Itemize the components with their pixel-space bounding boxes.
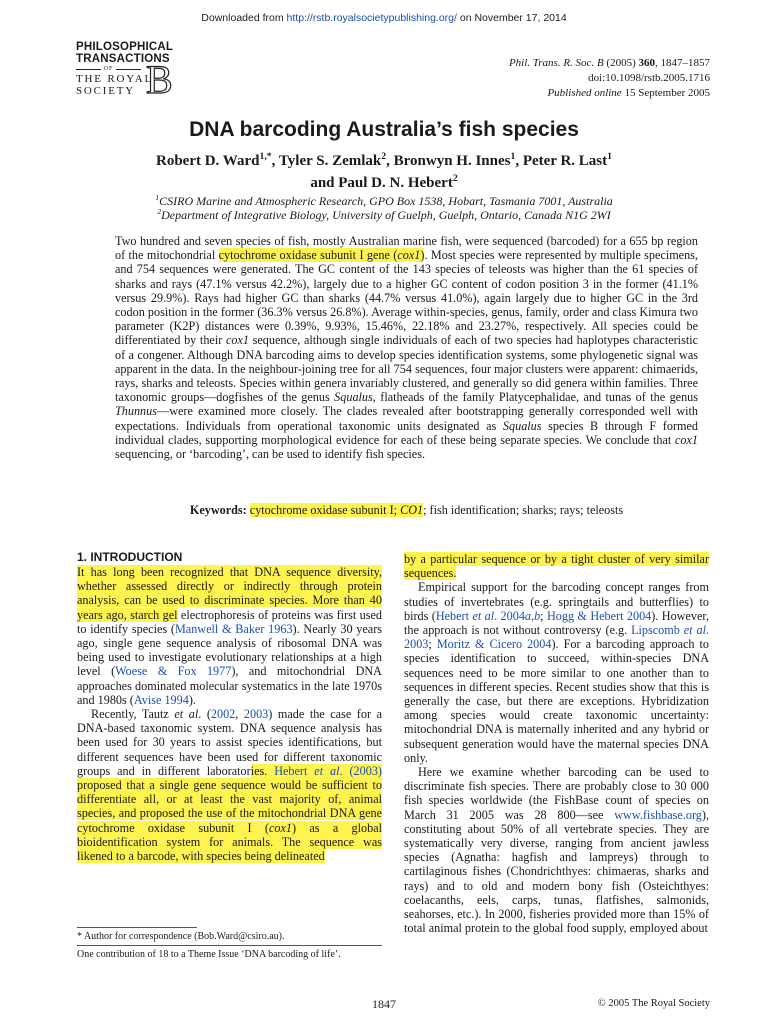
ref-link[interactable]: Manwell & Baker 1963	[174, 621, 293, 636]
page-number: 1847	[372, 997, 396, 1011]
journal-logo: PHILOSOPHICAL TRANSACTIONS OF THE ROYAL SOCIETY B	[76, 41, 174, 102]
journal-citation: Phil. Trans. R. Soc. B (2005) 360, 1847–1857 doi:10.1098/rstb.2005.1716 Published online 15 September 2005	[508, 57, 710, 99]
footnote-divider	[77, 927, 197, 928]
affiliations: $^1$CSIRO Marine and Atmospheric Research, GPO Box 1538, Hobart, Tasmania 7001, Australia $^2$Department of Integrative Biology, University of Guelph, Guelph, Ontario, Canada N1G 2WI	[155, 193, 613, 222]
download-url-link[interactable]: http://rstb.royalsocietypublishing.org/	[286, 12, 457, 24]
download-notice: Downloaded from http://rstb.royalsocietypublishing.org/ on November 17, 2014	[201, 12, 567, 24]
highlight: cytochrome oxidase subunit I; CO1	[249, 503, 424, 517]
theme-issue-footnote: One contribution of 18 to a Theme Issue ‘DNA barcoding of life’.	[77, 949, 341, 960]
correspondence-footnote: * Author for correspondence (Bob.Ward@csiro.au).	[77, 931, 285, 942]
ref-link[interactable]: Hogg & Hebert 2004	[546, 608, 652, 623]
ref-link[interactable]: Moritz & Cicero 2004	[436, 637, 552, 652]
intro-paragraph-2: Recently, Tautz et al. (2002, 2003) made the case for a DNA-based taxonomic system. DNA sequence analysis has been used for 30 years to assist species identifications, but different sequences have been used for different taxonomic groups and in different laboratories. Hebert et al. (2003) proposed that a single gene sequence would be sufficient to differentiate all, or at least the vast majority of, animal species, and proposed the use of the mitochondrial DNA gene cytochrome oxidase subunit I (cox1) as a global bioidentification system for animals. The sequence was likened to a barcode, with species being delineated	[77, 707, 382, 864]
paragraph-3: Empirical support for the barcoding concept ranges from studies of invertebrates (e.g. springtails and butterflies) to birds (Hebert et al. 2004a,b; Hogg & Hebert 2004). However, the approach is not without controversy (e.g. Lipscomb et al. 2003; Moritz & Cicero 2004). For a barcoding approach to species identification to succeed, within-species DNA sequences need to be more similar to one another than to sequences in different species. Recent studies show that this is generally the case, but there are exceptions. Hybridization among species would create taxonomic uncertainty: mitochondrial DNA is maternally inherited and any hybrid or subsequent generation would have the maternal species DNA only.	[404, 580, 710, 765]
section-heading: 1. INTRODUCTION	[77, 550, 183, 564]
continued-paragraph: by a particular sequence or by a tight cluster of very similar sequences.	[404, 552, 709, 581]
ref-link[interactable]: 2002	[210, 707, 236, 722]
keywords: Keywords: cytochrome oxidase subunit I; CO1; fish identification; sharks; rays; teleosts	[189, 503, 624, 517]
doi: doi:10.1098/rstb.2005.1716	[588, 72, 710, 84]
paragraph-4: Here we examine whether barcoding can be used to discriminate fish species. There are probably close to 30 000 fish species worldwide (the FishBase count of species on March 31 2005 was 28 800—see www.fishbase.org), constituting about 50% of all vertebrate species. They are systematically very diverse, ranging from ancient jawless species (Agnatha: hagfish and lampreys) through to cartilaginous fishes (Chondrichthyes: chimaeras, sharks and rays) and to old and modern bony fish (Osteichthyes: coelacanths, eels, carps, tunas, flatfishes, salmonids, seahorses, etc.). In 2000, fisheries provided more than 15% of total animal protein to the global food supply, employed about	[404, 765, 709, 936]
ref-link[interactable]: Woese & Fox 1977	[115, 664, 232, 679]
copyright: © 2005 The Royal Society	[597, 998, 710, 1009]
article-title: DNA barcoding Australia’s fish species	[189, 118, 579, 141]
ref-link[interactable]: Lipscomb et al. 2003	[404, 623, 710, 652]
ref-link[interactable]: Avise 1994	[133, 692, 189, 707]
fishbase-link[interactable]: www.fishbase.org	[614, 807, 702, 822]
ref-link[interactable]: Hebert et al. (2003)	[274, 763, 382, 778]
left-column	[77, 550, 382, 863]
author-list: Robert D. Ward$^{1,*}$, Tyler S. Zemlak$^2$, Bronwyn H. Innes$^1$, Peter R. Last$^1$ and Paul D. N. Hebert$^2$	[155, 151, 612, 191]
logo-letter-b: B	[146, 57, 173, 102]
ref-link[interactable]: Hebert et al. 2004a,b	[435, 608, 541, 623]
abstract: Two hundred and seven species of fish, mostly Australian marine fish, were sequenced (barcoded) for a 655 bp region of the mitochondrial cytochrome oxidase subunit I gene (cox1). Most species were represented by multiple specimens, and 754 sequences were generated. The GC content of the 143 species of teleosts was higher than the 61 species of sharks and rays (47.1% versus 42.2%), largely due to a higher GC content of codon position 3 in the former (41.1% versus 29.9%). Rays had higher GC than sharks (44.7% versus 41.0%), again largely due to higher GC in the 3rd codon position in the former (36.3% versus 26.8%). Average within-species, genus, family, order and class Kimura two parameter (K2P) distances were 0.39%, 9.93%, 15.46%, 22.18% and 23.27%, respectively. All species could be differentiated by their cox1 sequence, although single individuals of each of two species had haplotypes characteristic of a congener. Although DNA barcoding aims to develop species identification systems, some phylogenetic signal was apparent in the data. In the neighbour-joining tree for all 754 sequences, four major clusters were apparent: chimaerids, rays, sharks and teleosts. Species within genera invariably clustered, and generally so did genera within families. Three taxonomic groups—dogfishes of the genus Squalus, flatheads of the family Platycephalidae, and tunas of the genus Thunnus—were examined more closely. The clades revealed after bootstrapping generally corresponded well with expectations. Individuals from operational taxonomic units designated as Squalus species B through F formed individual clades, supporting morphological evidence for each of these being separate species. We conclude that cox1 sequencing, or ‘barcoding’, can be used to identify fish species.	[115, 234, 699, 462]
intro-paragraph-1: It has long been recognized that DNA sequence diversity, whether assessed directly or indirectly through protein analysis, can be used to discriminate species. More than 40 years ago, starch gel electrophoresis of proteins was first used to identify species (Manwell & Baker 1963). Nearly 30 years ago, single gene sequence analysis of ribosomal DNA was being used to investigate evolutionary relationships at a high level (Woese & Fox 1977), and mitochondrial DNA approaches dominated molecular systematics in the late 1970s and 1980s (Avise 1994).	[77, 565, 383, 707]
footnote-divider	[77, 945, 382, 946]
ref-link[interactable]: 2003	[243, 707, 269, 722]
right-column	[404, 552, 709, 935]
highlight: cytochrome oxidase subunit I gene (cox1)	[218, 248, 425, 263]
